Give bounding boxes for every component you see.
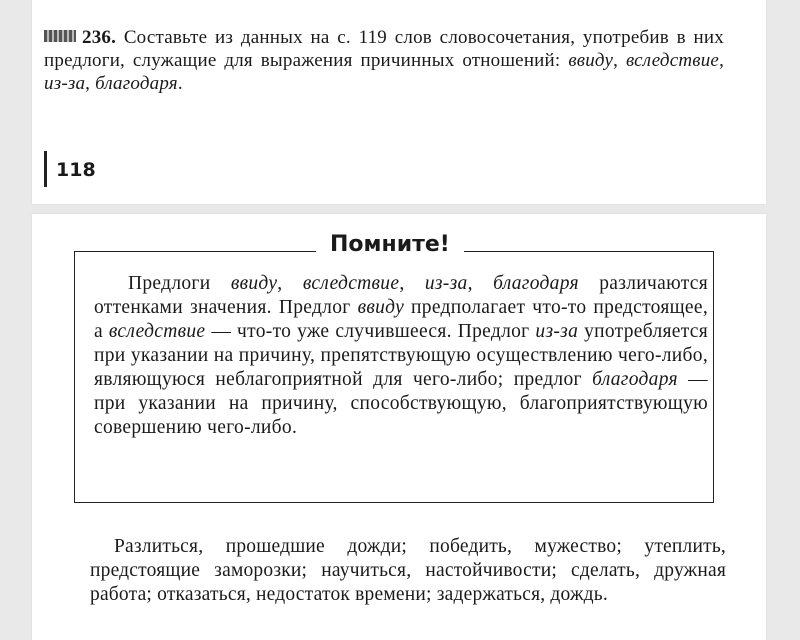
preposition: ввиду [568, 50, 614, 71]
preposition: из-за [424, 273, 468, 294]
preposition: благодаря [493, 273, 579, 294]
rule-title: Помните! [316, 232, 464, 258]
exercise-236: 236. Составьте из данных на с. 119 слов словосочетания, употребив в них предлоги, служащие для выражения причинных отношений: ввиду, вследствие, из-за, благодаря. [44, 27, 725, 94]
preposition: благодаря [592, 369, 678, 390]
preposition: ввиду [357, 297, 405, 318]
preposition: вследствие [108, 321, 206, 342]
page-number: 118 [44, 152, 96, 181]
rule-text: Предлоги ввиду, вследствие, из-за, благодаря различаются оттенками значения. Предлог ввиду предполагает что-то предстоящее, а вследствие — что-то уже случившееся. Предлог из-за употребляется при указании на причину, препятствующую осуществлению чего-либо, являющуюся неблагоприятной для чего-либо; предлог благодаря — при указании на причину, способствующую, благоприятствующую совершению чего-либо. [94, 273, 708, 438]
exercise-word-pairs: Разлиться, прошедшие дожди; победить, мужество; утеплить, предстоящие заморозки; научиться, настойчивости; сделать, дружная работа; отказаться, недостаток времени; задержаться, дождь. [90, 536, 726, 605]
preposition: вследствие [625, 50, 720, 71]
preposition: ввиду [230, 273, 278, 294]
preposition: вследствие [302, 273, 400, 294]
exercise-intro: Составьте из данных на с. 119 слов словосочетания, употребив в них предлоги, служащие для выражения причинных отношений: [44, 27, 724, 71]
preposition: из-за [535, 321, 579, 342]
exercise-number: 236 [82, 27, 112, 48]
exercise-marker-icon [44, 30, 76, 42]
preposition: благодаря [95, 73, 178, 94]
preposition: из-за [44, 73, 86, 94]
